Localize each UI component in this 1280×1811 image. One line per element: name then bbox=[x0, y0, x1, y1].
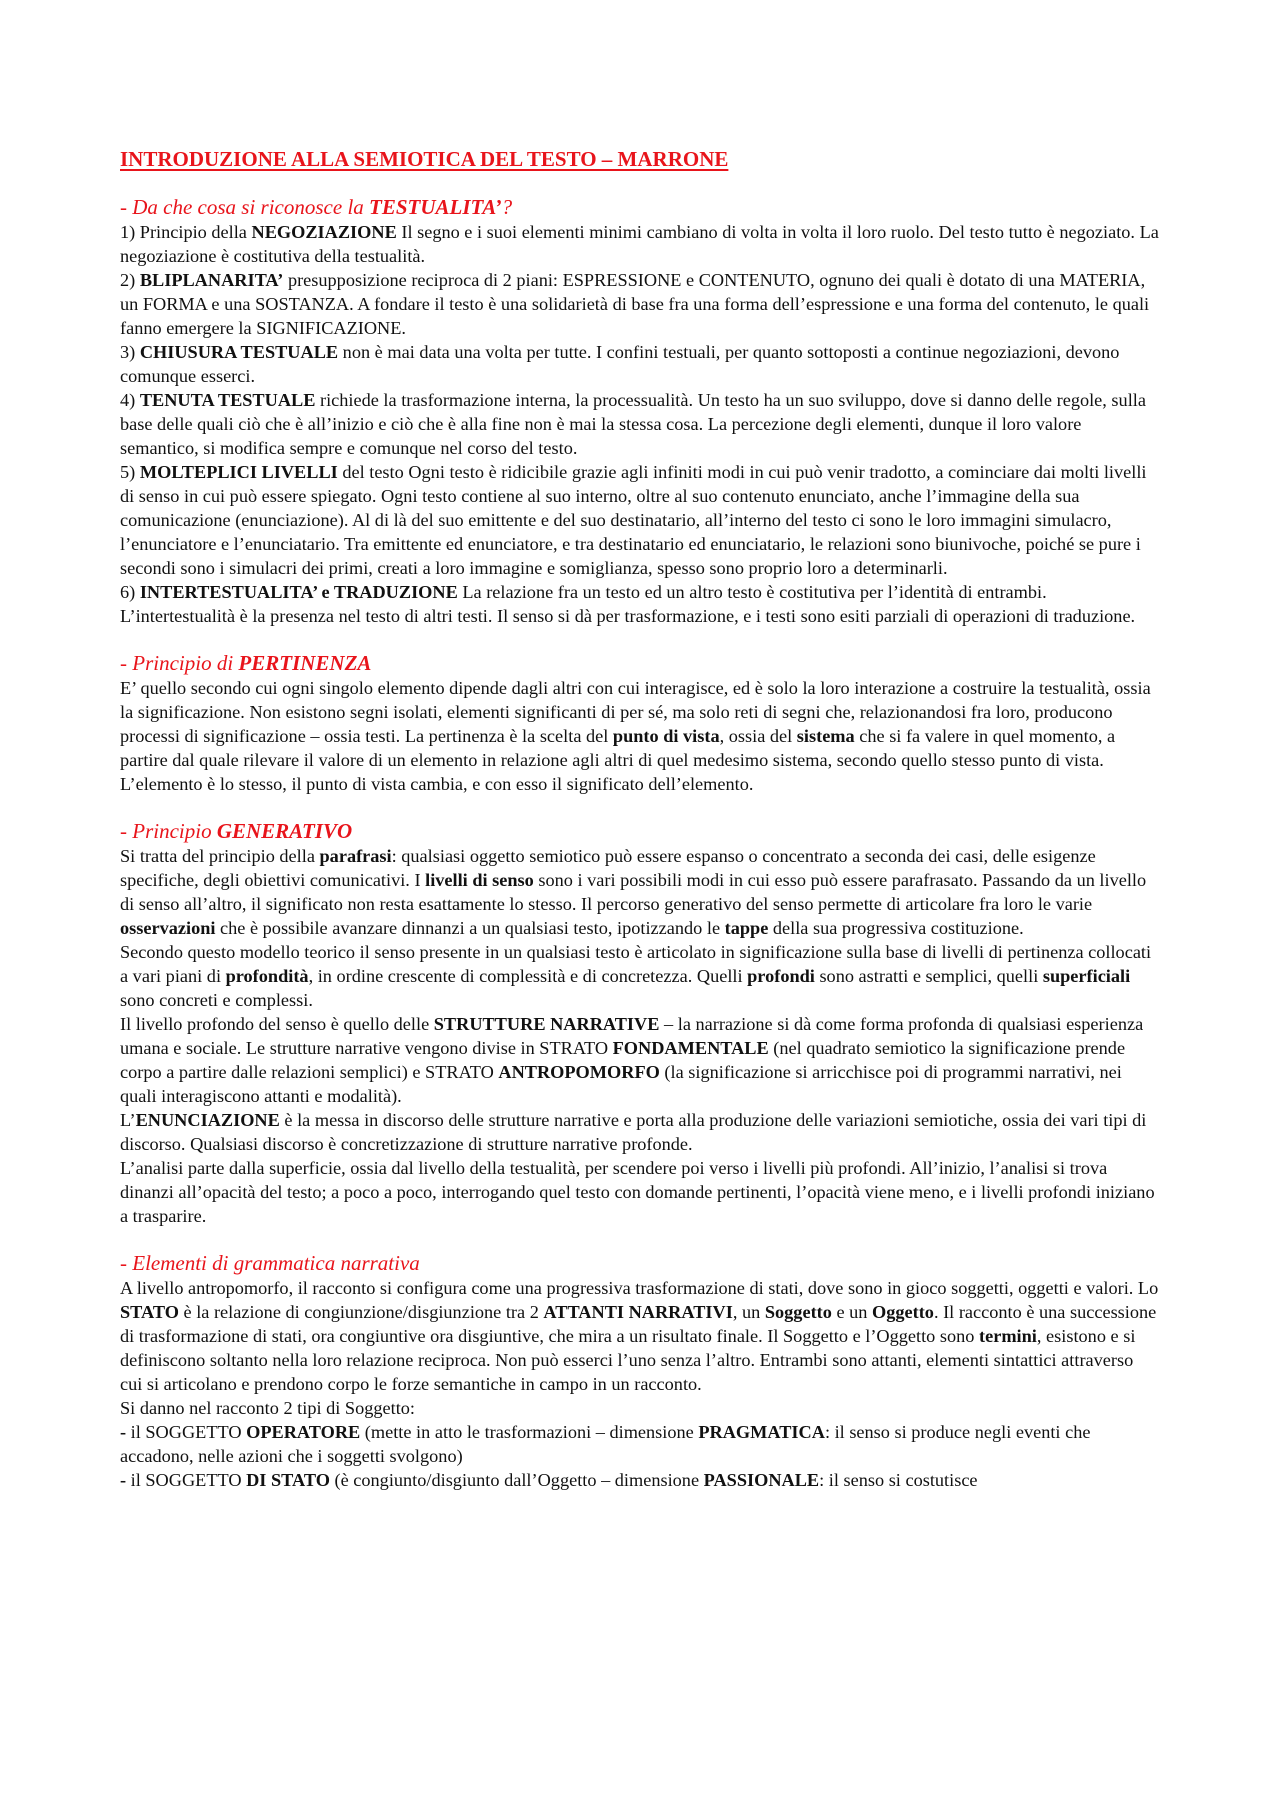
section-heading-prefix: - Principio bbox=[120, 819, 217, 843]
section-heading-suffix: ? bbox=[501, 195, 513, 219]
paragraph bbox=[120, 1108, 1160, 1156]
bold-term: BLIPLANARITA’ bbox=[139, 270, 284, 290]
section-heading-keyword: TESTUALITA’ bbox=[369, 195, 502, 219]
section bbox=[120, 650, 1160, 796]
text-run: il SOGGETTO bbox=[126, 1470, 247, 1490]
text-run: non è mai data una volta per tutte. I confini testuali, per quanto sottoposti a continue negoziazioni, devono comunque esserci. bbox=[120, 342, 1120, 386]
bold-term: termini bbox=[979, 1326, 1037, 1346]
spacer bbox=[120, 1228, 1160, 1250]
paragraph bbox=[120, 1396, 1160, 1420]
bold-term: DI STATO bbox=[246, 1470, 330, 1490]
spacer bbox=[120, 796, 1160, 818]
paragraph bbox=[120, 1468, 1160, 1492]
paragraph bbox=[120, 388, 1160, 460]
text-run: Il segno e i suoi elementi minimi cambiano di volta in volta il loro ruolo. Del testo tutto è negoziato. La negoziazione è costitutiva della testualità. bbox=[120, 222, 1159, 266]
section-heading bbox=[120, 818, 1160, 844]
text-run: Si tratta del principio della bbox=[120, 846, 320, 866]
text-run: (mette in atto le trasformazioni – dimensione bbox=[360, 1422, 699, 1442]
bold-term: profondi bbox=[747, 966, 815, 986]
paragraph bbox=[120, 580, 1160, 628]
text-run: L’ bbox=[120, 1110, 136, 1130]
text-run: L’analisi parte dalla superficie, ossia dal livello della testualità, per scendere poi verso i livelli più profondi. All’inizio, l’analisi si trova dinanzi all’opacità del testo; a poco a poco, interrogando quel testo con domande pertinenti, l’opacità viene meno, e i livelli profondi iniziano a trasparire. bbox=[120, 1158, 1155, 1226]
bold-term: osservazioni bbox=[120, 918, 216, 938]
bold-term: - bbox=[120, 1470, 127, 1490]
paragraph bbox=[120, 1276, 1160, 1396]
text-run: , un bbox=[732, 1302, 765, 1322]
bold-term: CHIUSURA TESTUALE bbox=[139, 342, 339, 362]
text-run: 6) bbox=[120, 582, 140, 602]
text-run: Il livello profondo del senso è quello delle bbox=[120, 1014, 434, 1034]
text-run: , ossia del bbox=[719, 726, 797, 746]
text-run: (è congiunto/disgiunto dall’Oggetto – dimensione bbox=[329, 1470, 704, 1490]
bold-term: ENUNCIAZIONE bbox=[135, 1110, 280, 1130]
text-run: : qualsiasi oggetto semiotico può essere espanso o concentrato a seconda dei casi, delle esigenze specifiche, degli obiettivi comunicativi. I bbox=[120, 846, 1096, 890]
bold-term: STRUTTURE NARRATIVE bbox=[433, 1014, 660, 1034]
section-heading bbox=[120, 650, 1160, 676]
bold-term: NEGOZIAZIONE bbox=[251, 222, 397, 242]
text-run: Si danno nel racconto 2 tipi di Soggetto: bbox=[120, 1398, 415, 1418]
text-run: 1) Principio della bbox=[120, 222, 252, 242]
text-run: e un bbox=[831, 1302, 872, 1322]
bold-term: Oggetto bbox=[872, 1302, 934, 1322]
bold-term: TENUTA TESTUALE bbox=[139, 390, 316, 410]
bold-term: MOLTEPLICI LIVELLI bbox=[139, 462, 338, 482]
bold-term: PASSIONALE bbox=[703, 1470, 820, 1490]
paragraph bbox=[120, 220, 1160, 268]
text-run: (nel quadrato semiotico la significazione prende corpo a partire dalle relazioni semplici) e STRATO bbox=[120, 1038, 1126, 1082]
text-run: sono i vari possibili modi in cui esso può essere parafrasato. Passando da un livello di senso all’altro, il significato non resta esattamente lo stesso. Il percorso generativo del senso permette di articolare fra loro le varie bbox=[120, 870, 1147, 914]
paragraph bbox=[120, 1156, 1160, 1228]
text-run: 5) bbox=[120, 462, 140, 482]
paragraph bbox=[120, 676, 1160, 796]
paragraph bbox=[120, 940, 1160, 1012]
document-page bbox=[120, 146, 1160, 1492]
bold-term: - bbox=[120, 1422, 127, 1442]
text-run: A livello antropomorfo, il racconto si configura come una progressiva trasformazione di stati, dove sono in gioco soggetti, oggetti e valori. Lo bbox=[120, 1278, 1159, 1298]
text-run: (la significazione si arricchisce poi di programmi narrativi, nei quali interagiscono attanti e modalità). bbox=[120, 1062, 1122, 1106]
section-heading-prefix: - Principio di bbox=[120, 651, 239, 675]
bold-term: ATTANTI NARRATIVI bbox=[543, 1302, 733, 1322]
section-heading bbox=[120, 1250, 1160, 1276]
text-run: sono astratti e semplici, quelli bbox=[814, 966, 1043, 986]
section-heading-keyword: GENERATIVO bbox=[216, 819, 353, 843]
bold-term: parafrasi bbox=[319, 846, 392, 866]
bold-term: superficiali bbox=[1042, 966, 1131, 986]
text-run: – la narrazione si dà come forma profonda di qualsiasi esperienza umana e sociale. Le strutture narrative vengono divise in STRATO bbox=[120, 1014, 1144, 1058]
text-run: 4) bbox=[120, 390, 140, 410]
section-heading-prefix: - Elementi di grammatica narrativa bbox=[120, 1251, 420, 1275]
text-run: richiede la trasformazione interna, la processualità. Un testo ha un suo sviluppo, dove si danno delle regole, sulla base delle quali ciò che è all’inizio e ciò che è alla fine non è mai la stessa cosa. La percezione degli elementi, dunque il loro valore semantico, si modifica sempre e comunque nel corso del testo. bbox=[120, 390, 1146, 458]
text-run: è la relazione di congiunzione/disgiunzione tra 2 bbox=[178, 1302, 544, 1322]
bold-term: PRAGMATICA bbox=[698, 1422, 825, 1442]
text-run: : il senso si produce negli eventi che accadono, nelle azioni che i soggetti svolgono) bbox=[120, 1422, 1091, 1466]
paragraph bbox=[120, 844, 1160, 940]
document-body bbox=[120, 194, 1160, 1492]
text-run: presupposizione reciproca di 2 piani: ESPRESSIONE e CONTENUTO, ognuno dei quali è dotato di una MATERIA, un FORMA e una SOSTANZA. A fondare il testo è una solidarietà di base fra una forma dell’espressione e una forma del contenuto, le quali fanno emergere la SIGNIFICAZIONE. bbox=[120, 270, 1150, 338]
document-title: INTRODUZIONE ALLA SEMIOTICA DEL TESTO – MARRONE bbox=[120, 147, 729, 171]
text-run: , in ordine crescente di complessità e di concretezza. Quelli bbox=[308, 966, 748, 986]
bold-term: sistema bbox=[796, 726, 855, 746]
bold-term: Soggetto bbox=[764, 1302, 832, 1322]
text-run: E’ quello secondo cui ogni singolo elemento dipende dagli altri con cui interagisce, ed è solo la loro interazione a costruire la testualità, ossia la significazione. Non esistono segni isolati, elementi significanti di per sé, ma solo reti di segni che, relazionandosi fra loro, producono processi di significazione – ossia testi. La pertinenza è la scelta del bbox=[120, 678, 1151, 746]
text-run: 2) bbox=[120, 270, 140, 290]
section bbox=[120, 1250, 1160, 1492]
paragraph bbox=[120, 1420, 1160, 1468]
section-heading-prefix: - Da che cosa si riconosce la bbox=[120, 195, 370, 219]
text-run: Secondo questo modello teorico il senso presente in un qualsiasi testo è articolato in significazione sulla base di livelli di pertinenza collocati a vari piani di bbox=[120, 942, 1152, 986]
text-run: : il senso si costutisce bbox=[819, 1470, 978, 1490]
bold-term: tappe bbox=[724, 918, 769, 938]
section bbox=[120, 818, 1160, 1228]
text-run: è la messa in discorso delle strutture narrative e porta alla produzione delle variazioni semiotiche, ossia dei vari tipi di discorso. Qualsiasi discorso è concretizzazione di strutture narrative profonde. bbox=[120, 1110, 1147, 1154]
text-run: che si fa valere in quel momento, a partire dal quale rilevare il valore di un elemento in relazione agli altri di quel medesimo sistema, secondo quello stesso punto di vista. L’elemento è lo stesso, il punto di vista cambia, e con esso il significato dell’elemento. bbox=[120, 726, 1116, 794]
paragraph bbox=[120, 268, 1160, 340]
text-run: , esistono e si definiscono soltanto nella loro relazione reciproca. Non può esserci l’uno senza l’altro. Entrambi sono attanti, elementi sintattici attraverso cui si articolano e prendono corpo le forze semantiche in campo in un racconto. bbox=[120, 1326, 1136, 1394]
text-run: del testo Ogni testo è ridicibile grazie agli infiniti modi in cui può venir tradotto, a cominciare dai molti livelli di senso in cui può essere spiegato. Ogni testo contiene al suo interno, oltre al suo contenuto enunciato, anche l’immagine della sua comunicazione (enunciazione). Al di là del suo emittente e del suo destinatario, all’interno del testo ci sono le loro immagini simulacro, l’enunciatore e l’enunciatario. Tra emittente ed enunciatore, e tra destinatario ed enunciatario, le relazioni sono biunivoche, poiché se pure i secondi sono i simulacri dei primi, creati a loro immagine e somiglianza, spesso sono proprio loro a determinarli. bbox=[120, 462, 1147, 578]
text-run: che è possibile avanzare dinnanzi a un qualsiasi testo, ipotizzando le bbox=[215, 918, 725, 938]
text-run: . Il racconto è una successione di trasformazione di stati, ora congiuntive ora disgiuntive, che mira a un risultato finale. Il Soggetto e l’Oggetto sono bbox=[120, 1302, 1157, 1346]
text-run: della sua progressiva costituzione. bbox=[768, 918, 1024, 938]
text-run: 3) bbox=[120, 342, 140, 362]
spacer bbox=[120, 628, 1160, 650]
paragraph bbox=[120, 460, 1160, 580]
bold-term: STATO bbox=[120, 1302, 179, 1322]
bold-term: ANTROPOMORFO bbox=[498, 1062, 660, 1082]
text-run: il SOGGETTO bbox=[126, 1422, 247, 1442]
bold-term: OPERATORE bbox=[246, 1422, 361, 1442]
section-heading-keyword: PERTINENZA bbox=[238, 651, 372, 675]
bold-term: punto di vista bbox=[612, 726, 720, 746]
spacer bbox=[120, 172, 1160, 194]
text-run: La relazione fra un testo ed un altro testo è costitutiva per l’identità di entrambi. L’intertestualità è la presenza nel testo di altri testi. Il senso si dà per trasformazione, e i testi sono esiti parziali di operazioni di traduzione. bbox=[120, 582, 1136, 626]
bold-term: profondità bbox=[225, 966, 309, 986]
bold-term: FONDAMENTALE bbox=[612, 1038, 769, 1058]
section bbox=[120, 194, 1160, 628]
text-run: sono concreti e complessi. bbox=[120, 990, 313, 1010]
bold-term: INTERTESTUALITA’ e TRADUZIONE bbox=[139, 582, 458, 602]
paragraph bbox=[120, 340, 1160, 388]
section-heading bbox=[120, 194, 1160, 220]
bold-term: livelli di senso bbox=[425, 870, 534, 890]
paragraph bbox=[120, 1012, 1160, 1108]
